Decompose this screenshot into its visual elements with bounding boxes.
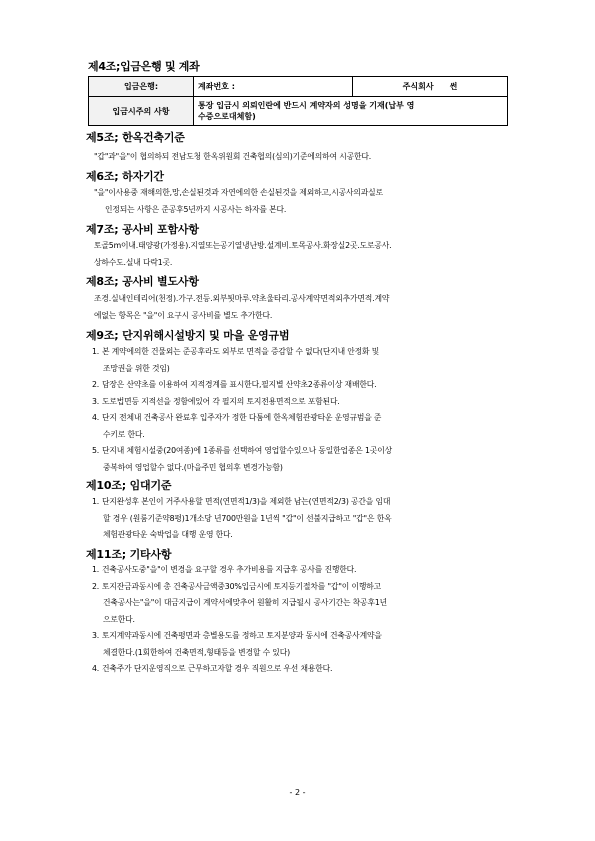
list-item: 2. 토지잔금과동시에 총 건축공사금액중30%입금시에 토지등기절차를 "갑"이 이행하고: [92, 581, 381, 591]
list-item-cont: 조망권을 위한 것임): [103, 363, 170, 373]
article4-heading: 제4조;입금은행 및 계좌: [88, 60, 200, 73]
body-line: "갑"과"을"이 협의하되 전남도청 한옥위원회 건축협의(심의)기준에의하여 시공한다.: [94, 152, 372, 161]
list-item-cont: 건축공사는"을"이 대금지급이 계약서에맞추어 원활히 지급될시 공사기간는 착공후1년: [103, 598, 388, 607]
list-item: 3. 도로법면등 지적선을 정함에있어 각 필지의 토지전용면적으로 포함된다.: [92, 396, 340, 406]
holder-prefix: 주식회사: [402, 82, 434, 91]
account-holder: [353, 77, 508, 97]
article6-body: [94, 185, 524, 218]
body-line: 상하수도.실내 다락1곳.: [94, 257, 173, 267]
account-label: 계좌번호 :: [194, 77, 353, 97]
list-item-cont: 수키로 한다.: [103, 429, 145, 439]
list-item-cont: 으로한다.: [103, 614, 135, 624]
depositor-note-line: 통장 입금시 의뢰인란에 반드시 계약자의 성명을 기재(납부 영: [198, 101, 415, 110]
list-item: 1. 단지완성후 본인이 거주사용할 면적(연면적1/3)을 제외한 남는(연면적2/3) 공간을 임대: [92, 497, 391, 506]
body-line: 조경.실내인테리어(천정).가구.전등.외부툇마루.약초울타리.공사계약면적외추가면적.계약: [94, 294, 390, 303]
list-item-cont: 체험관광타운 숙박업을 대행 운영 한다.: [103, 530, 233, 539]
article9-items: [92, 344, 524, 476]
page-number: - 2 -: [289, 788, 306, 797]
list-item-cont: 할 경우 (원룸기준약8평)1개소당 년700만원을 1년씩 "갑"이 선불지급하고 "갑"은 한옥: [103, 513, 392, 523]
list-item-cont: 중복하여 영업할수 없다.(마을주민 협의후 변경가능함): [103, 462, 283, 472]
depositor-label: 입금시주의 사항: [89, 97, 194, 126]
list-item: 5. 단지내 체험시설중(20여종)에 1종류를 선택하여 영업할수있으나 동일한업종은 1곳이상: [92, 446, 392, 455]
depositor-note: [194, 97, 508, 126]
article9-heading: 제9조; 단지위해시설방지 및 마을 운영규범: [86, 329, 290, 342]
list-item: 1. 본 계약에의한 건물외는 준공후라도 외부로 면적을 증감할 수 없다(단지내 안정화 및: [92, 347, 380, 356]
list-item: 2. 담장은 산약초를 이용하여 지적경계를 표시한다,필지별 산약초2종류이상 재배한다.: [92, 380, 377, 389]
body-line: 에없는 항목은 "을"이 요구시 공사비를 별도 추가한다.: [94, 310, 273, 320]
article5-body: [94, 149, 524, 166]
article7-heading: 제7조; 공사비 포함사항: [86, 223, 199, 236]
article11-items: [92, 562, 524, 678]
holder-suffix: 썬: [449, 82, 458, 91]
body-line: "을"이사용중 재해의한,망,손실된것과 자연에의한 손실된것을 제외하고,시공사의과실로: [94, 188, 383, 197]
bank-label: 입금은행:: [89, 77, 194, 97]
article10-items: [92, 494, 524, 544]
article8-heading: 제8조; 공사비 별도사항: [86, 275, 199, 288]
list-item: 4. 단지 전체내 건축공사 완료후 입주자가 정한 다툼에 한옥체험관광타운 운영규범을 준: [92, 413, 382, 422]
body-line: 인정되는 사항은 준공후5년까지 시공사는 하자를 본다.: [105, 204, 287, 214]
article5-heading: 제5조; 한옥건축기준: [86, 131, 185, 144]
list-item-cont: 체결한다.(1회한하여 건축면적,형태등을 변경할 수 있다): [103, 647, 290, 657]
article7-body: [94, 238, 524, 271]
article10-heading: 제10조; 임대기준: [86, 479, 172, 492]
bank-account-table: [88, 76, 508, 126]
article11-heading: 제11조; 기타사항: [86, 548, 172, 561]
list-item: 3. 토지계약과동시에 건축평면과 층별용도를 정하고 토지분양과 동시에 건축공사계약을: [92, 631, 382, 640]
article6-heading: 제6조; 하자기간: [86, 170, 164, 183]
depositor-note-line: 수증으로대체함): [198, 112, 256, 121]
list-item: 1. 건축공사도중"을"이 변경을 요구할 경우 추가비용를 지급후 공사를 진행한다.: [92, 565, 357, 574]
list-item: 4. 건축주가 단지운영직으로 근무하고자할 경우 직원으로 우선 채용한다.: [92, 664, 333, 673]
article8-body: [94, 291, 524, 324]
body-line: 토골5m이내.태양광(가정용).지열또는공기열냉난방.설계비.토목공사.화장실2곳.도로공사.: [94, 241, 392, 250]
